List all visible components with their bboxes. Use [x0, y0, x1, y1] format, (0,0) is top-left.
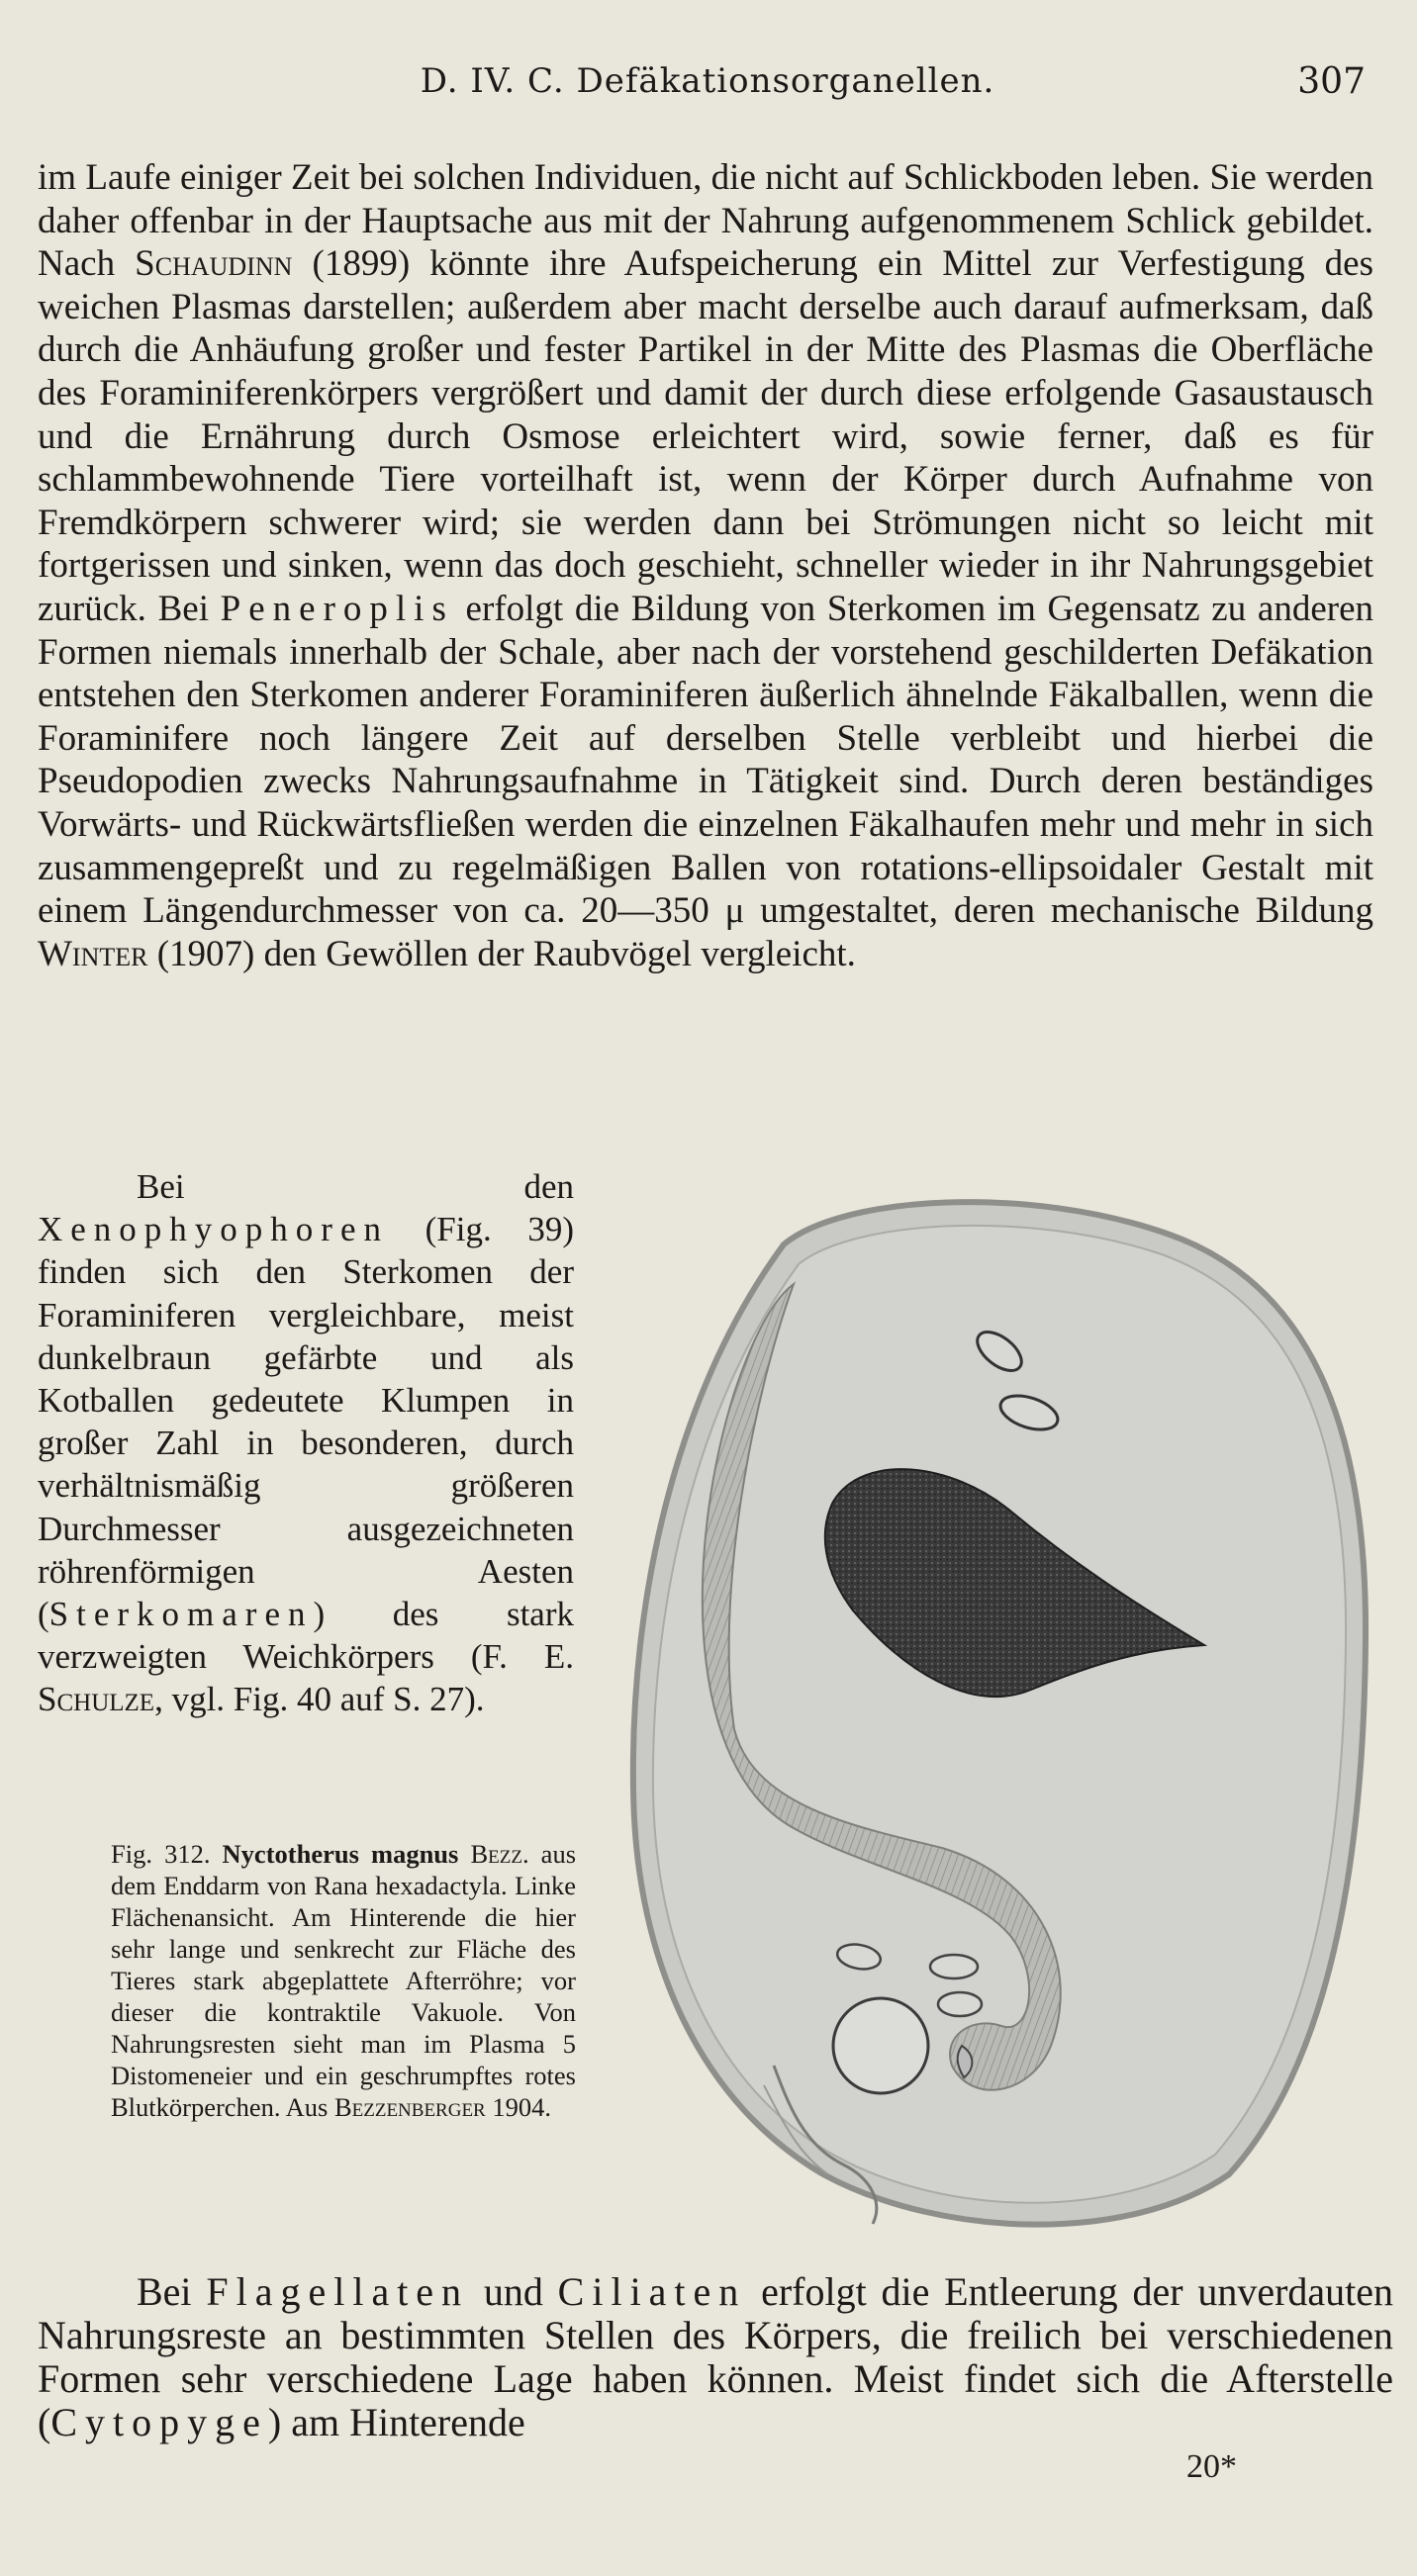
text-run: Bei	[137, 2269, 207, 2314]
taxon-xenophyophoren: Xenophyophoren	[38, 1210, 390, 1249]
caption-source-author: Bezzenberger	[333, 2092, 486, 2122]
author-winter: Winter	[38, 933, 148, 974]
header-title: D. IV. C. Defäkationsorganellen.	[420, 61, 995, 101]
text-run: erfolgt die Bildung von Sterkomen im Gegensatz zu anderen Formen niemals innerhalb der Schale, aber nach der vorstehend geschilderten Defäkation entstehen den Sterkomen anderer Foraminiferen äußerlich ähnelnde Fäkalballen, wenn die Foraminifere noch längere Zeit auf derselben Stelle verbleibt und hierbei die Pseudopodien zwecks Nahrungsaufnahme in Tätigkeit sind. Durch deren beständiges Vorwärts- und Rückwärtsfließen werden die einzelnen Fäkalhaufen mehr und mehr in sich zusammengepreßt und zu regelmäßigen Ballen von rotations-ellipsoidaler Gestalt mit einem Längendurchmesser von ca. 20—350 μ umgestaltet, deren mechanische Bildung	[38, 588, 1373, 932]
caption-species: Nyctotherus magnus	[222, 1839, 459, 1869]
text-run: (1907) den Gewöllen der Raubvögel vergleicht.	[147, 933, 856, 974]
contractile-vacuole	[833, 1998, 928, 2093]
text-run: , vgl. Fig. 40 auf S. 27).	[154, 1680, 485, 1719]
text-run: Bei den	[137, 1167, 574, 1206]
text-run: (Fig. 39) finden sich den Sterkomen der Foraminiferen vergleichbare, meist dunkelbraun gefärbte und als Kotballen gedeutete Klumpen in großer Zahl in besonderen, durch verhältnismäßig größeren Durchmesser ausgezeichneten röhrenförmigen Aesten (	[38, 1210, 574, 1634]
running-header	[40, 61, 1375, 111]
text-run: ) des stark verzweigten Weichkörpers (F. E.	[38, 1595, 574, 1677]
author-schaudinn: Schaudinn	[135, 243, 293, 285]
text-run: im Laufe einiger Zeit bei solchen Individuen, die nicht auf Schlickboden leben. Sie werden daher offenbar in der Hauptsache aus mit der Nahrung aufgenommenem Schlick gebildet. Nach	[38, 157, 1373, 285]
caption-author: Bezz.	[458, 1839, 529, 1869]
text-run: erfolgt die Entleerung der unverdauten Nahrungsreste an bestimmten Stellen des Körpers, die freilich bei verschiedenen Formen sehr verschiedene Lage haben können. Meist findet sich die Afterstelle (	[38, 2269, 1394, 2444]
term-sterkomaren: Sterkomaren	[48, 1595, 314, 1634]
taxon-peneroplis: Peneroplis	[220, 588, 454, 629]
text-run: 1904.	[485, 2092, 551, 2122]
author-schulze: Schulze	[38, 1680, 155, 1719]
paragraph-flagellaten-ciliaten	[38, 2270, 1393, 2444]
paragraph-foraminifera	[38, 156, 1373, 975]
paragraph-xenophyophoren	[38, 1165, 574, 1721]
text-run: aus dem Enddarm von Rana hexadactyla. Linke Flächenansicht. Am Hinterende die hier sehr lange und senkrecht zur Fläche des Tieres stark abgeplattete Afterröhre; vor dieser die kontraktile Vakuole. Von Nahrungsresten sieht man im Plasma 5 Distomeneier und ein geschrumpftes rotes Blutkörperchen. Aus	[111, 1839, 577, 2122]
term-cytopyge: Cytopyge	[50, 2400, 268, 2444]
figure-label: Fig. 312.	[111, 1839, 223, 1869]
page-number: 307	[1297, 61, 1366, 102]
figure-caption	[111, 1838, 576, 2123]
figure-nyctotherus-illustration	[615, 1175, 1377, 2244]
text-run: und	[469, 2269, 558, 2314]
text-run: ) am Hinterende	[267, 2400, 525, 2444]
taxon-ciliaten: Ciliaten	[557, 2269, 747, 2314]
signature-mark: 20*	[1186, 2448, 1237, 2485]
distome-egg	[938, 1992, 982, 2016]
taxon-flagellaten: Flagellaten	[206, 2269, 470, 2314]
distome-egg	[930, 1955, 978, 1978]
text-run: (1899) könnte ihre Aufspeicherung ein Mittel zur Verfestigung des weichen Plasmas darstellen; außerdem aber macht derselbe auch darauf aufmerksam, daß durch die Anhäufung großer und fester Partikel in der Mitte des Plasmas die Oberfläche des Foraminiferenkörpers vergrößert und damit der durch diese erfolgende Gasaustausch und die Ernährung durch Osmose erleichtert wird, sowie ferner, daß es für schlammbewohnende Tiere vorteilhaft ist, wenn der Körper durch Aufnahme von Fremdkörpern schwerer wird; sie werden dann bei Strömungen nicht so leicht mit fortgerissen und sinken, wenn das doch geschieht, schneller wieder in ihr Nahrungsgebiet zurück. Bei	[38, 243, 1373, 629]
